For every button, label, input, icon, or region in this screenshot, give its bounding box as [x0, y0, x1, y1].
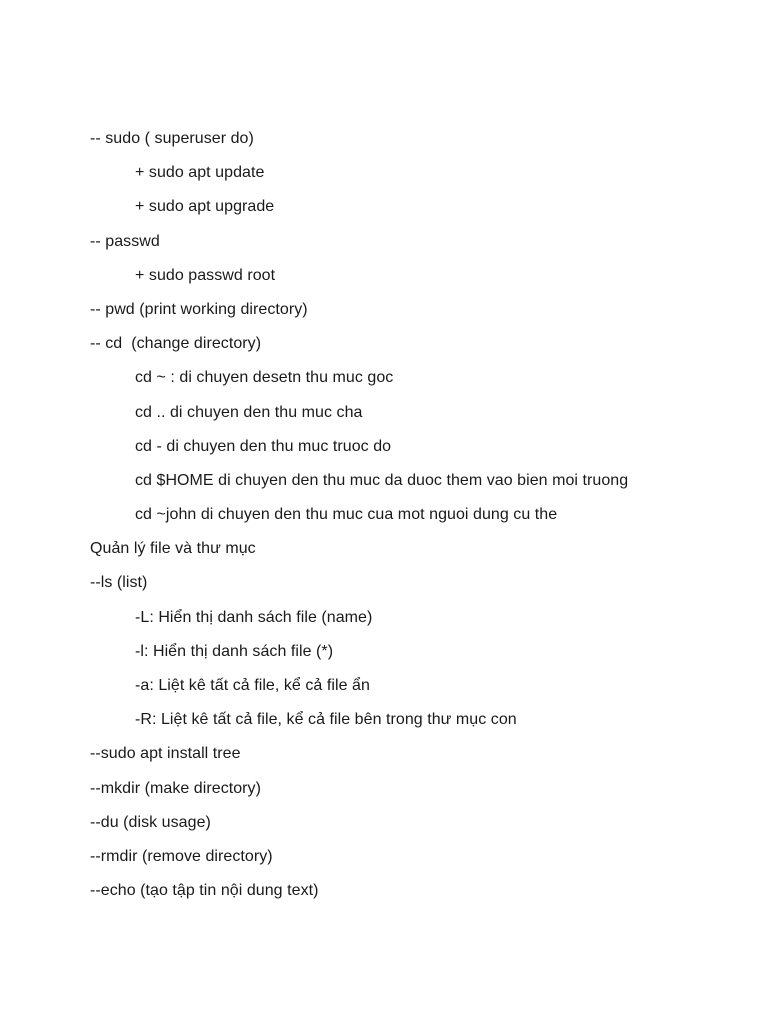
line-sudo-apt-upgrade: + sudo apt upgrade — [135, 198, 275, 216]
line-install-tree: --sudo apt install tree — [90, 745, 241, 763]
line-cd-parent: cd .. di chuyen den thu muc cha — [135, 403, 363, 421]
line-rmdir: --rmdir (remove directory) — [90, 847, 273, 865]
line-ls-option-R: -R: Liệt kê tất cả file, kể cả file bên trong thư mục con — [135, 711, 517, 729]
line-sudo-passwd-root: + sudo passwd root — [135, 266, 276, 284]
line-echo: --echo (tạo tập tin nội dung text) — [90, 882, 319, 900]
line-cd-home-tilde: cd ~ : di chuyen desetn thu muc goc — [135, 369, 394, 387]
line-ls-option-a: -a: Liệt kê tất cả file, kể cả file ẩn — [135, 677, 370, 694]
line-pwd-heading: -- pwd (print working directory) — [90, 300, 308, 318]
line-ls-option-L: -L: Hiển thị danh sách file (name) — [135, 608, 373, 626]
document-body — [90, 126, 750, 912]
line-cd-heading: -- cd (change directory) — [90, 335, 262, 353]
line-ls-heading: --ls (list) — [90, 574, 148, 592]
line-ls-option-l: -l: Hiển thị danh sách file (*) — [135, 642, 334, 660]
line-mkdir: --mkdir (make directory) — [90, 779, 261, 797]
line-passwd-heading: -- passwd — [90, 232, 160, 250]
line-sudo-heading: -- sudo ( superuser do) — [90, 130, 254, 147]
line-cd-previous: cd - di chuyen den thu muc truoc do — [135, 437, 392, 455]
line-cd-home-var: cd $HOME di chuyen den thu muc da duoc them vao bien moi truong — [135, 471, 629, 489]
line-du: --du (disk usage) — [90, 813, 211, 831]
line-sudo-apt-update: + sudo apt update — [135, 164, 265, 182]
line-file-management-heading: Quản lý file và thư mục — [90, 540, 256, 558]
line-cd-user-home: cd ~john di chuyen den thu muc cua mot nguoi dung cu the — [135, 506, 558, 524]
